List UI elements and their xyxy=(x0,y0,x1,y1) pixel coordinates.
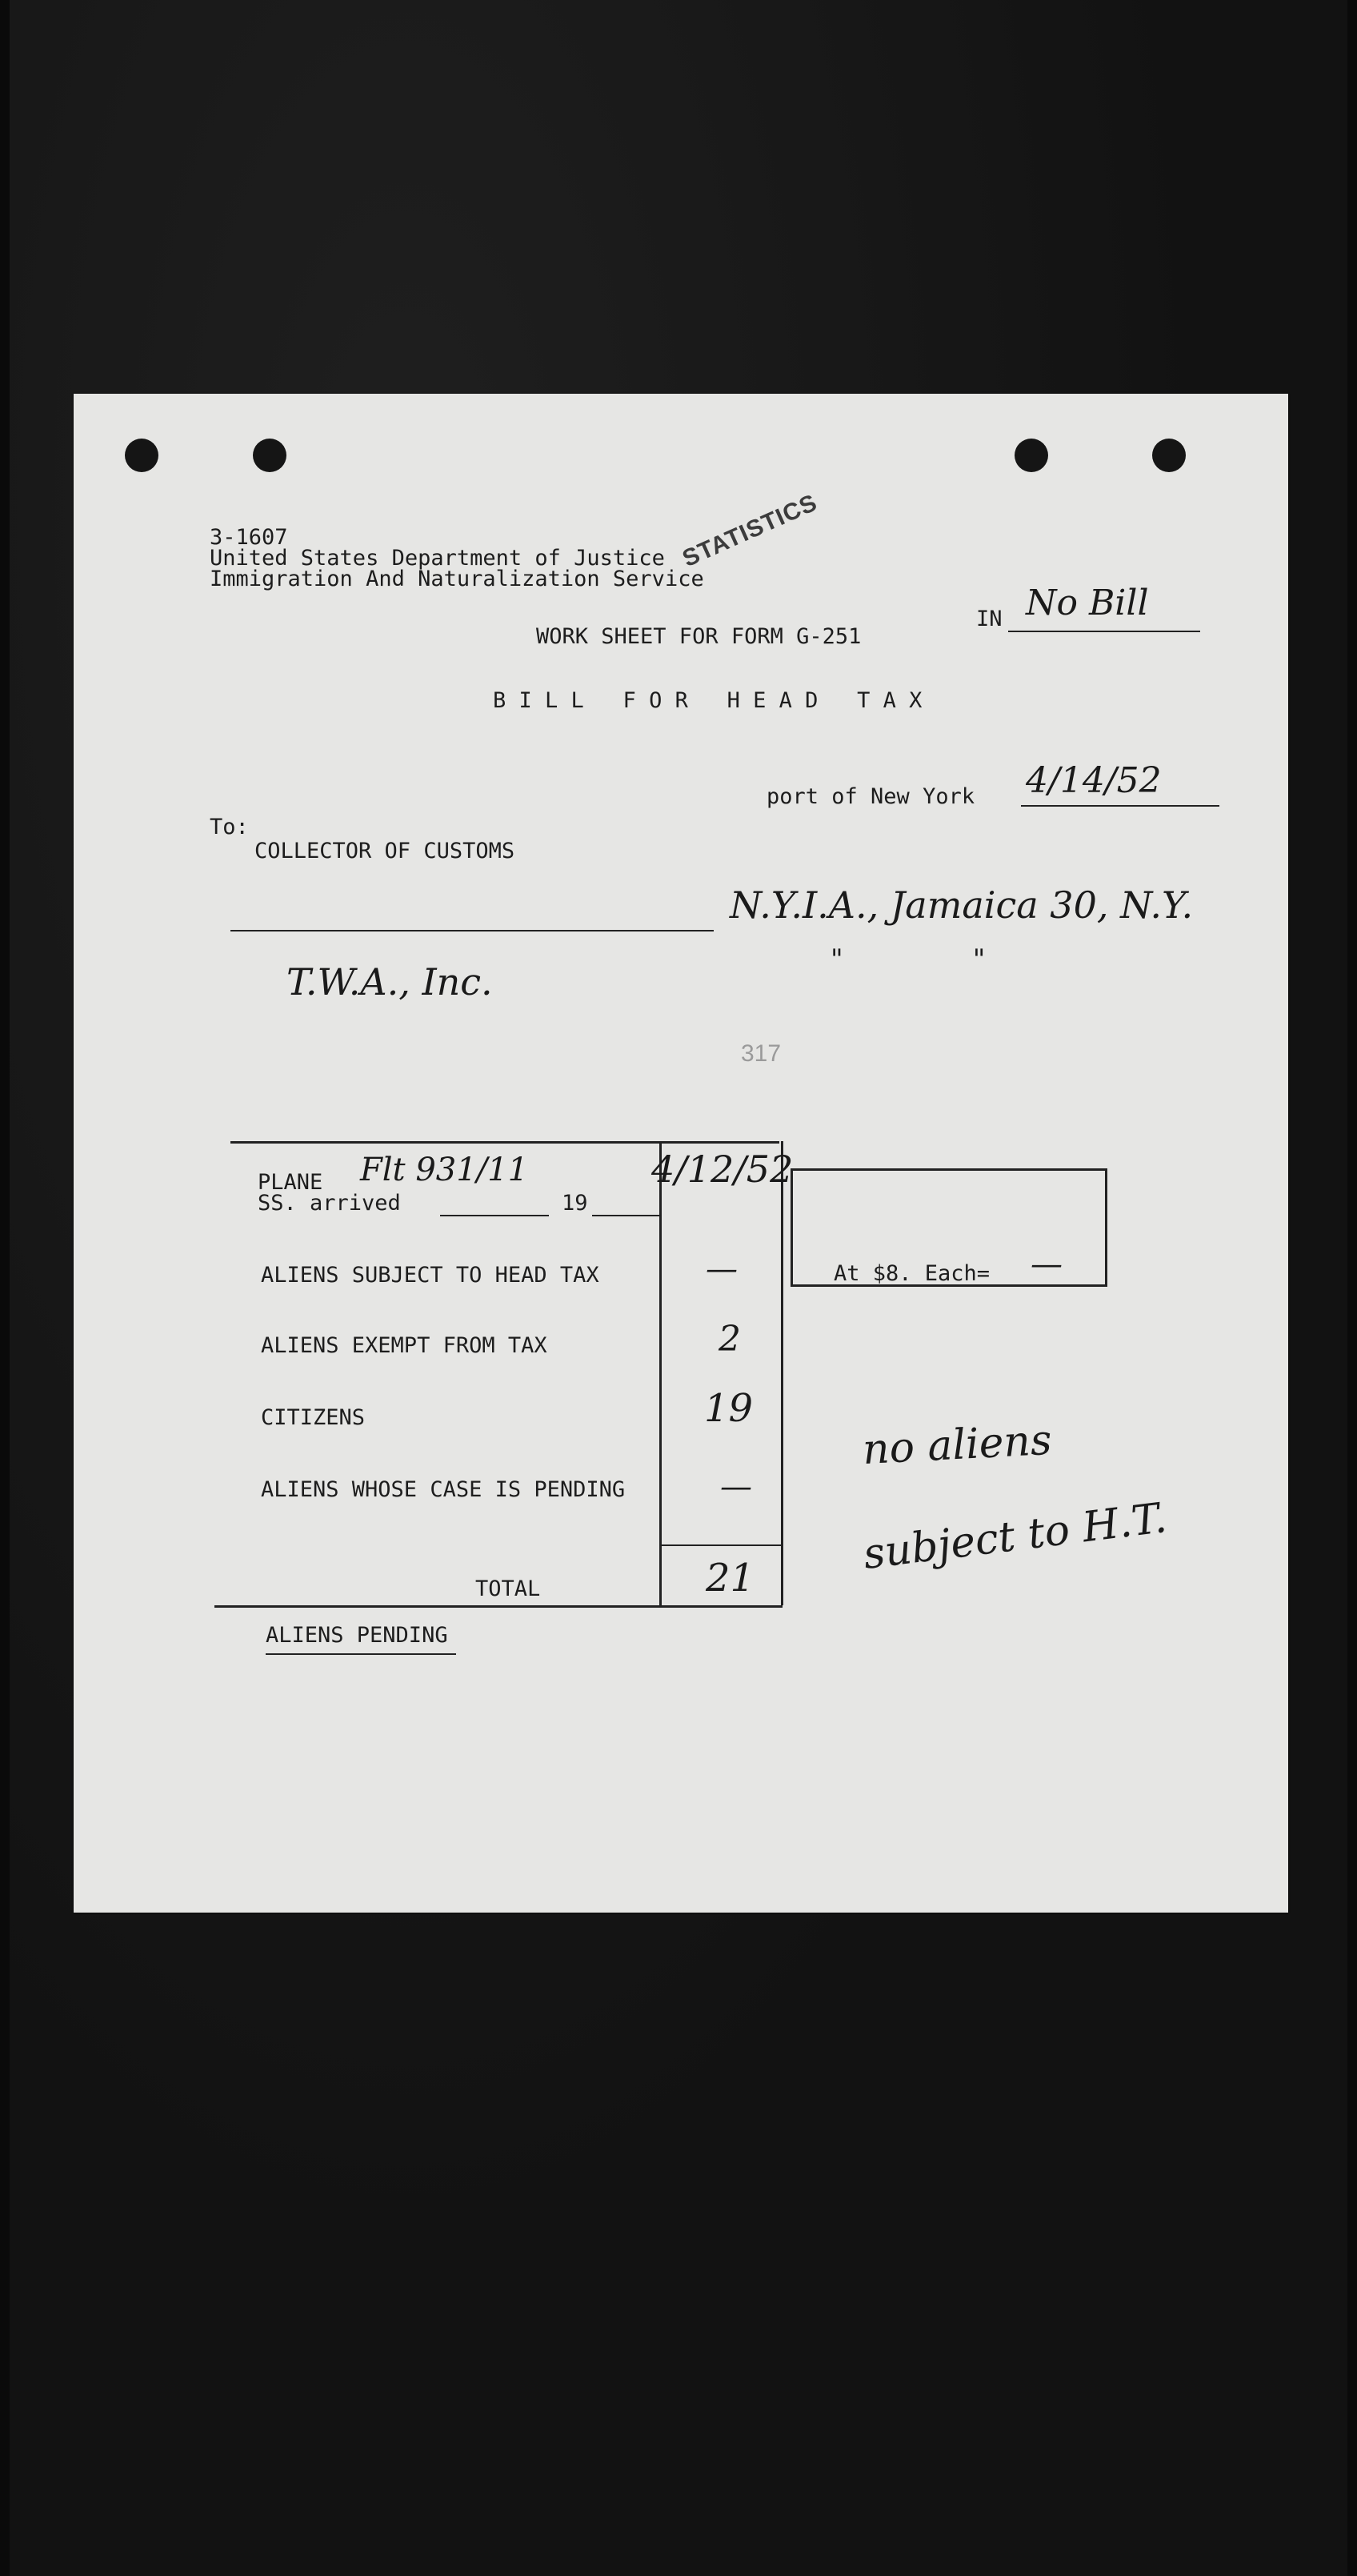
punch-hole-icon xyxy=(1152,439,1186,472)
table-row-value: 19 xyxy=(704,1386,754,1431)
table-row-label: ALIENS SUBJECT TO HEAD TAX xyxy=(261,1263,599,1288)
table-row-label: ALIENS WHOSE CASE IS PENDING xyxy=(261,1477,626,1502)
table-total-separator xyxy=(659,1544,781,1546)
collector-label: COLLECTOR OF CUSTOMS xyxy=(254,839,515,863)
collector-address: N.Y.I.A., Jamaica 30, N.Y. xyxy=(730,883,1194,927)
film-edge-right xyxy=(1347,0,1357,2576)
department-name: United States Department of Justice xyxy=(210,546,665,571)
service-name: Immigration And Naturalization Service xyxy=(210,567,704,591)
in-label: IN xyxy=(976,607,1003,631)
punch-hole-icon xyxy=(253,439,286,472)
plane-label: PLANE xyxy=(258,1170,323,1195)
year-underline xyxy=(592,1215,659,1216)
total-value: 21 xyxy=(706,1556,755,1600)
arrived-year-prefix: 19 xyxy=(562,1191,588,1216)
form-number: 3-1607 xyxy=(210,525,288,550)
address-ditto-marks: " " xyxy=(831,943,986,976)
in-value: No Bill xyxy=(1026,583,1149,623)
table-top-border xyxy=(230,1141,779,1144)
statistics-stamp: STATISTICS xyxy=(678,489,822,573)
handwritten-note-line2: subject to H.T. xyxy=(860,1494,1170,1579)
arrived-label: SS. arrived xyxy=(258,1191,401,1216)
document-sheet xyxy=(74,394,1288,1913)
bill-title: B I L L F O R H E A D T A X xyxy=(493,688,923,713)
to-label: To: xyxy=(210,815,249,839)
table-value-column-left xyxy=(659,1141,662,1605)
rate-label: At $8. Each= xyxy=(834,1261,991,1286)
arrival-date: 4/12/52 xyxy=(651,1148,794,1191)
collector-address-line xyxy=(230,930,714,931)
handwritten-note-line1: no aliens xyxy=(861,1416,1053,1475)
rate-value: — xyxy=(1031,1246,1063,1283)
port-label: port of New York xyxy=(767,784,975,809)
total-label: TOTAL xyxy=(475,1576,541,1601)
port-date-underline xyxy=(1021,805,1219,807)
port-date: 4/14/52 xyxy=(1026,760,1162,801)
punch-hole-icon xyxy=(1015,439,1048,472)
table-value-column-right xyxy=(781,1141,783,1605)
worksheet-title: WORK SHEET FOR FORM G-251 xyxy=(536,624,862,649)
arrived-underline xyxy=(440,1215,549,1216)
aliens-pending-label: ALIENS PENDING xyxy=(266,1623,448,1648)
serial-number: 317 xyxy=(741,1040,782,1067)
table-row-value: 2 xyxy=(719,1319,741,1360)
table-row-value: — xyxy=(706,1251,738,1288)
table-row-value: — xyxy=(720,1468,752,1505)
aliens-pending-underline xyxy=(266,1653,456,1655)
plane-value: Flt 931/11 xyxy=(360,1152,529,1188)
table-bottom-border xyxy=(214,1605,783,1608)
in-underline xyxy=(1008,631,1200,632)
table-row-label: CITIZENS xyxy=(261,1405,366,1430)
table-row-label: ALIENS EXEMPT FROM TAX xyxy=(261,1333,547,1358)
film-edge-left xyxy=(0,0,10,2576)
carrier-name: T.W.A., Inc. xyxy=(286,960,493,1004)
punch-hole-icon xyxy=(125,439,158,472)
